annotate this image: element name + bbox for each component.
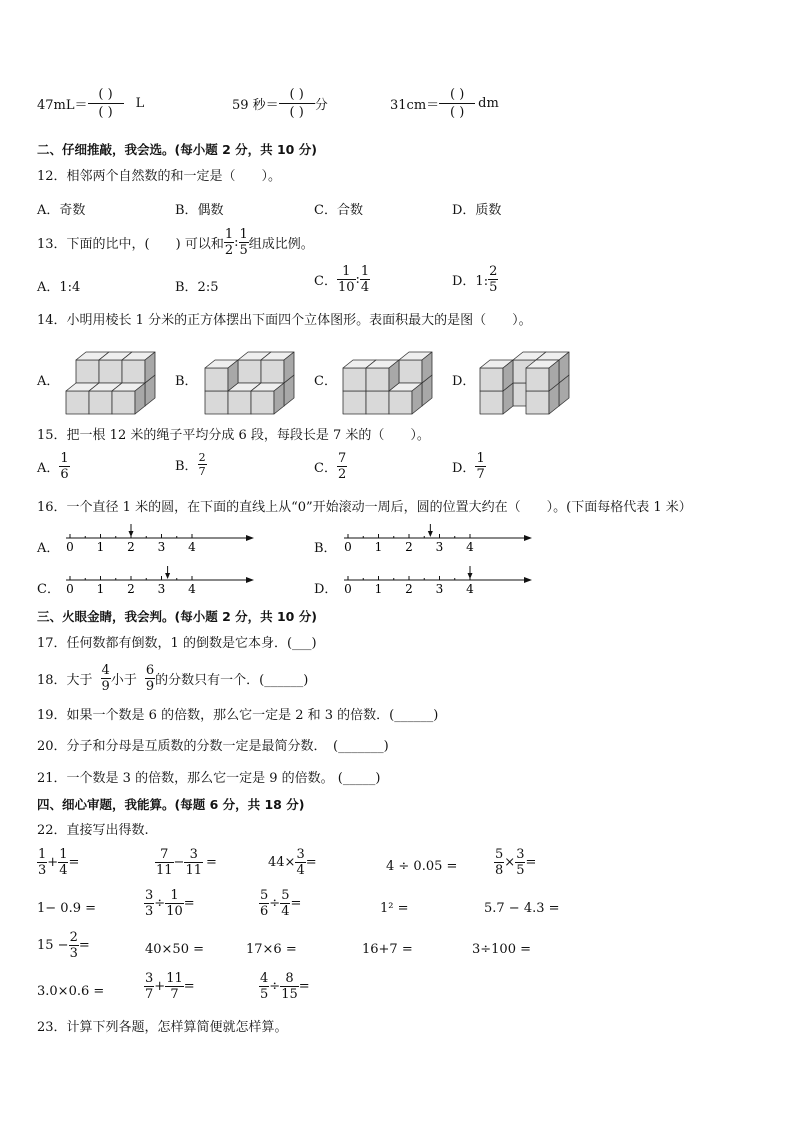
calc-3-2: 40×50 = [145,942,205,957]
calc-1-4: 4 ÷ 0.05 = [386,859,458,874]
q17: 17．任何数都有倒数，1 的倒数是它本身．(___) [37,636,317,651]
tick-label: 0 [66,582,74,596]
q16-stem: 16．一个直径 1 米的圆，在下面的直线上从“0”开始滚动一周后，圆的位置大约在（ ）。(下面每格代表 1 米） [37,500,692,515]
tick-label: 2 [127,540,135,554]
q23: 23．计算下列各题，怎样算简便就怎样算。 [37,1020,288,1035]
cube-figure-c [341,340,433,416]
q22-stem: 22．直接写出得数. [37,823,149,838]
calc-3-5: 3÷100 = [472,942,532,957]
calc-2-1: 1− 0.9 = [37,901,96,916]
section-3-title: 三、火眼金睛，我会判。(每小题 2 分，共 10 分) [37,609,317,624]
tick-label: 1 [374,540,383,554]
q16-option-c-label[interactable]: C． [37,582,60,597]
cube-figure-b [203,340,295,416]
q14-stem: 14．小明用棱长 1 分米的正方体摆出下面四个立体图形。表面积最大的是图（ ）。 [37,313,532,328]
calc-1-1: $\frac{1}{3}$ + $\frac{1}{4}$ = [38,847,80,878]
tick-label: 3 [157,582,166,596]
q14-option-b-label[interactable]: B． [175,374,198,389]
tick-label: 1 [96,540,105,554]
tick-label: 2 [127,582,135,596]
tick-label: 1 [96,582,105,596]
calc-4-3: $\frac{4}{5}$ ÷ $\frac{8}{15}$ = [260,971,310,1002]
tick-label: 0 [344,582,352,596]
fraction: $\frac{1}{2}$ [224,227,234,258]
conversion-2: 59 秒＝ ( ) ( ) 分 [232,87,328,120]
q15-option-c[interactable]: C． $\frac{7}{2}$ [314,451,347,482]
q18: 18．大于 $\frac{4}{9}$ 小于 $\frac{6}{9}$ 的分数只有一个．(______) [37,663,309,694]
q12-option-d[interactable]: D．质数 [452,203,502,218]
calc-3-4: 16+7 = [362,942,413,957]
blank-fraction[interactable]: ( ) ( ) [439,86,475,121]
tick-label: 3 [435,540,444,554]
q21: 21．一个数是 3 的倍数，那么它一定是 9 的倍数。 (_____) [37,771,381,786]
calc-4-2: $\frac{3}{7}$ + $\frac{11}{7}$ = [145,971,195,1002]
number-line-c [62,566,262,602]
number-line-a [62,524,262,560]
q13-stem: 13．下面的比中，( ) 可以和 $\frac{1}{2}$ : $\frac{1}{5}$ 组成比例。 [37,227,314,258]
fraction: $\frac{1}{5}$ [239,227,248,258]
q14-option-a-label[interactable]: A． [37,374,60,389]
q12-stem: 12．相邻两个自然数的和一定是（ ）。 [37,169,282,184]
calc-3-3: 17×6 = [246,942,297,957]
q16-option-d-label[interactable]: D． [314,582,338,597]
calc-4-1: 3.0×0.6 = [37,984,105,999]
calc-1-3: 44× $\frac{3}{4}$ = [268,847,317,878]
calc-2-5: 5.7 − 4.3 = [484,901,560,916]
blank-fraction[interactable]: ( ) ( ) [279,86,315,121]
q16-option-a-label[interactable]: A． [37,541,60,556]
calc-1-5: $\frac{5}{8}$ × $\frac{3}{5}$ = [495,847,537,878]
tick-label: 2 [405,540,413,554]
q15-option-a[interactable]: A． $\frac{1}{6}$ [37,451,69,482]
number-line-b [340,524,540,560]
calc-3-1: 15 − $\frac{2}{3}$ = [37,930,90,961]
tick-label: 0 [344,540,352,554]
q16-option-b-label[interactable]: B． [314,541,337,556]
tick-label: 4 [188,582,196,596]
tick-label: 3 [435,582,444,596]
q15-stem: 15．把一根 12 米的绳子平均分成 6 段，每段长是 7 米的（ ）。 [37,428,430,443]
tick-label: 4 [188,540,196,554]
q20: 20．分子和分母是互质数的分数一定是最简分数． (_______) [37,739,389,754]
q14-option-c-label[interactable]: C． [314,374,337,389]
conversion-3: 31cm＝ ( ) ( ) dm [390,87,499,120]
calc-1-2: $\frac{7}{11}$ − $\frac{3}{11}$ = [156,847,217,878]
calc-2-3: $\frac{5}{6}$ ÷ $\frac{5}{4}$ = [260,888,302,919]
q12-option-c[interactable]: C．合数 [314,203,363,218]
section-4-title: 四、细心审题，我能算。(每题 6 分，共 18 分) [37,797,305,812]
q13-option-d[interactable]: D．1: $\frac{2}{5}$ [452,264,498,295]
tick-label: 3 [157,540,166,554]
tick-label: 0 [66,540,74,554]
q12-option-a[interactable]: A．奇数 [37,203,86,218]
cube-figure-a [64,340,156,416]
q12-option-b[interactable]: B．偶数 [175,203,224,218]
conversion-1: 47mL＝ ( ) ( ) L [37,87,145,120]
cube-figure-d [478,340,570,416]
q13-option-b[interactable]: B．2:5 [175,280,219,295]
tick-label: 4 [466,540,474,554]
tick-label: 4 [466,582,474,596]
calc-2-2: $\frac{3}{3}$ ÷ $\frac{1}{10}$ = [145,888,195,919]
q13-option-c[interactable]: C． $\frac{1}{10}$ : $\frac{1}{4}$ [314,264,370,295]
calc-2-4: 1² = [380,901,409,916]
number-line-d [340,566,540,602]
tick-label: 1 [374,582,383,596]
tick-label: 2 [405,582,413,596]
q19: 19．如果一个数是 6 的倍数，那么它一定是 2 和 3 的倍数．(______) [37,708,439,723]
q15-option-d[interactable]: D． $\frac{1}{7}$ [452,451,485,482]
q14-option-d-label[interactable]: D． [452,374,476,389]
q15-option-b[interactable]: B． $\frac{2}{7}$ [175,451,206,478]
blank-fraction[interactable]: ( ) ( ) [88,86,124,121]
q13-option-a[interactable]: A．1:4 [37,280,81,295]
section-2-title: 二、仔细推敲，我会选。(每小题 2 分，共 10 分) [37,142,317,157]
